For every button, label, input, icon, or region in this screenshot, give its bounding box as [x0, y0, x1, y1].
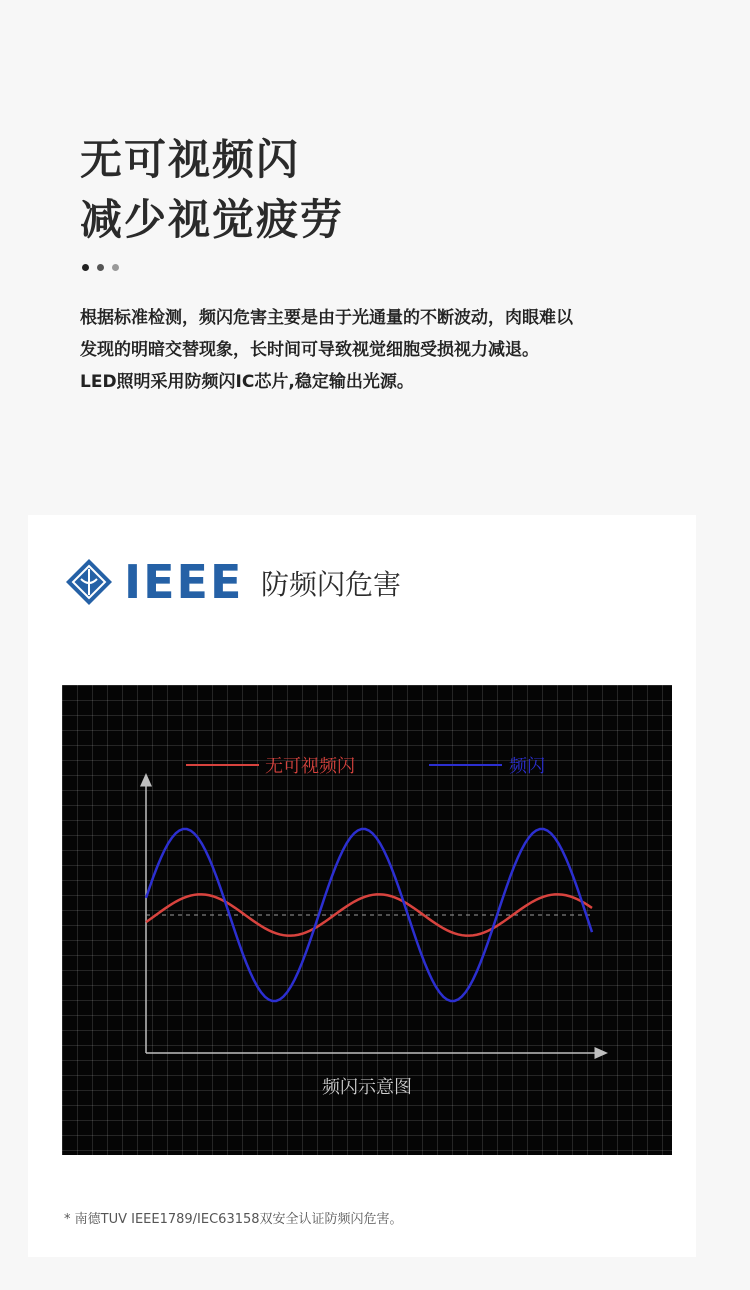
headline-line-2: 减少视觉疲劳 — [80, 195, 345, 244]
ieee-diamond-icon — [64, 557, 114, 607]
dot-1 — [82, 264, 89, 271]
flicker-chart — [62, 685, 672, 1155]
ieee-logo — [64, 557, 243, 607]
page-dots — [82, 264, 119, 271]
headline-line-1: 无可视频闪 — [80, 135, 301, 184]
certification-footnote: * 南德TUV IEEE1789/IEC63158双安全认证防频闪危害。 — [64, 1212, 403, 1227]
x-axis-label: 频闪示意图 — [322, 1077, 412, 1098]
headline — [80, 130, 344, 250]
dot-3 — [112, 264, 119, 271]
legend-label-no-flicker: 无可视频闪 — [265, 756, 355, 777]
ieee-wordmark: IEEE — [124, 555, 244, 609]
legend-label-flicker: 频闪 — [509, 756, 545, 777]
description-line-3: LED照明采用防频闪IC芯片,稳定输出光源。 — [80, 372, 414, 392]
flicker-chart-svg — [62, 685, 672, 1155]
description-line-2: 发现的明暗交替现象，长时间可导致视觉细胞受损视力减退。 — [80, 340, 539, 360]
card-title: 防频闪危害 — [261, 568, 402, 601]
description — [80, 302, 680, 398]
dot-2 — [97, 264, 104, 271]
certification-card — [28, 515, 696, 1257]
description-line-1: 根据标准检测，频闪危害主要是由于光通量的不断波动，肉眼难以 — [80, 308, 573, 328]
